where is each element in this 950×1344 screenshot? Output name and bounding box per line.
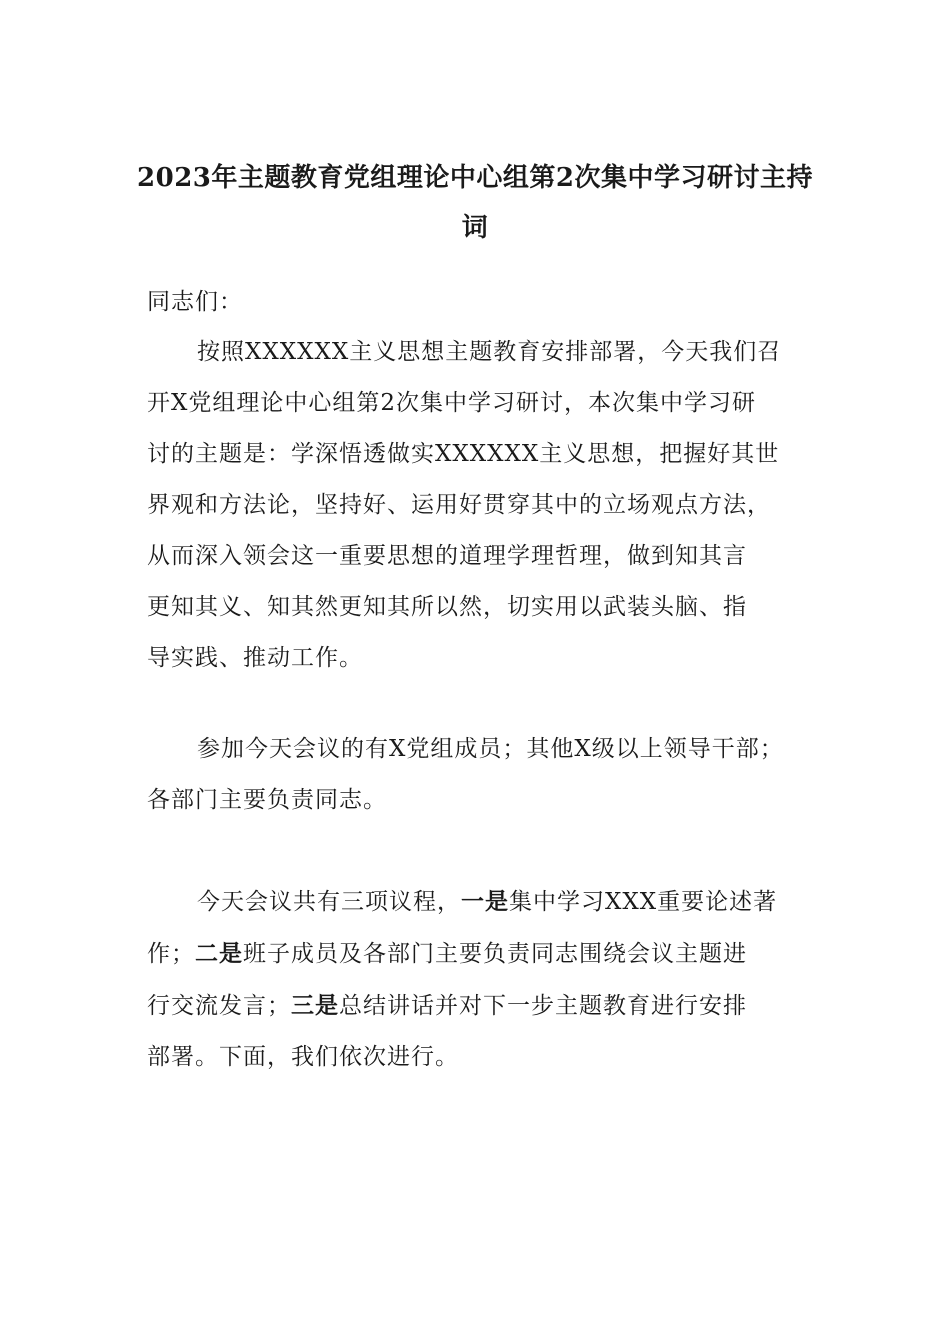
greeting-text: 同志们： <box>147 289 243 315</box>
title-line-2: 词 <box>461 213 489 243</box>
paragraph-line: 开X党组理论中心组第2次集中学习研讨，本次集中学习研 <box>147 390 757 416</box>
agenda-text: 集中学习XXX重要论述著 <box>509 889 778 915</box>
paragraph-line: 部署。下面，我们依次进行。 <box>147 1044 459 1070</box>
paragraph-line: 从而深入领会这一重要思想的道理学理哲理，做到知其言 <box>147 543 747 569</box>
paragraph-line <box>147 928 827 980</box>
paragraph-line: 更知其义、知其然更知其所以然，切实用以武装头脑、指 <box>147 594 747 620</box>
title-line-1: 2023年主题教育党组理论中心组第2次集中学习研讨主持 <box>137 163 813 193</box>
document-title <box>130 153 820 253</box>
agenda-text: 行交流发言； <box>147 993 291 1019</box>
paragraph-line: 讨的主题是：学深悟透做实XXXXXX主义思想，把握好其世 <box>147 441 780 467</box>
agenda-text: 总结讲话并对下一步主题教育进行安排 <box>339 993 747 1019</box>
paragraph-line <box>147 876 827 928</box>
paragraph-line: 参加今天会议的有X党组成员；其他X级以上领导干部； <box>197 736 784 762</box>
paragraph-line: 导实践、推动工作。 <box>147 645 363 671</box>
paragraph-intro <box>147 327 827 684</box>
paragraph-line: 界观和方法论，坚持好、运用好贯穿其中的立场观点方法， <box>147 492 771 518</box>
agenda-text: 班子成员及各部门主要负责同志围绕会议主题进 <box>243 941 747 967</box>
agenda-item-marker: 一是 <box>461 888 509 915</box>
agenda-text: 作； <box>147 941 195 967</box>
paragraph-line <box>147 980 827 1032</box>
paragraph-line: 各部门主要负责同志。 <box>147 787 387 813</box>
greeting <box>147 277 827 328</box>
paragraph-attendees <box>147 724 827 826</box>
agenda-text: 今天会议共有三项议程， <box>197 889 461 915</box>
agenda-item-marker: 二是 <box>195 940 243 967</box>
paragraph-line: 按照XXXXXX主义思想主题教育安排部署，今天我们召 <box>197 339 782 365</box>
paragraph-agenda <box>147 876 827 1083</box>
agenda-item-marker: 三是 <box>291 992 339 1019</box>
